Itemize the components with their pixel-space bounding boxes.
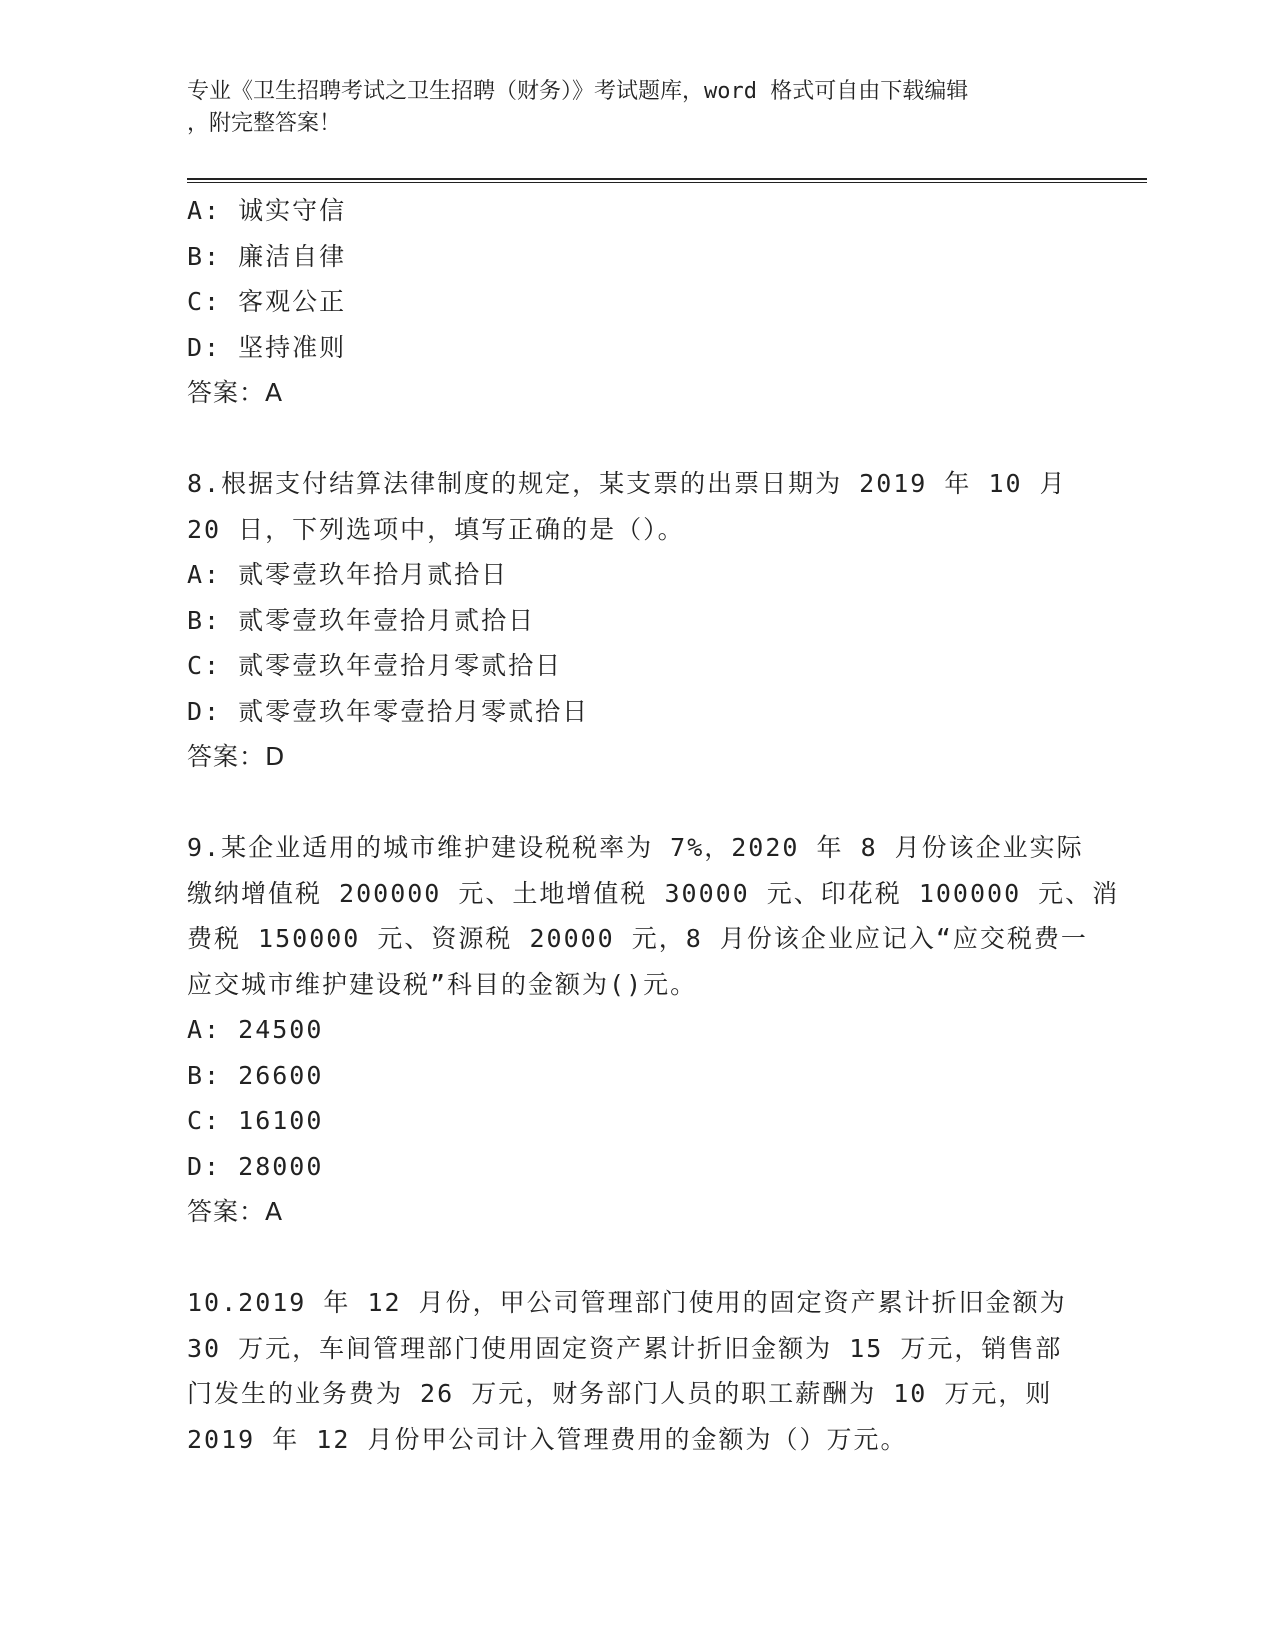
question-stem-line: 缴纳增值税 200000 元、土地增值税 30000 元、印花税 100000 元、消 [187,878,1120,908]
header-line-1: 专业《卫生招聘考试之卫生招聘（财务）》考试题库，word 格式可自由下载编辑 [187,79,969,104]
question-stem-line: 30 万元，车间管理部门使用固定资产累计折旧金额为 15 万元，销售部 [187,1333,1063,1363]
option-c: C: 贰零壹玖年壹拾月零贰拾日 [187,651,563,680]
question-7 [187,188,1087,416]
question-stem-line: 费税 150000 元、资源税 20000 元，8 月份该企业应记入“应交税费一 [187,924,1088,953]
option-a: A: 诚实守信 [187,196,347,225]
question-10 [187,1280,1087,1462]
option-d: D: 坚持准则 [187,332,347,362]
question-stem-line: 门发生的业务费为 26 万元，财务部门人员的职工薪酬为 10 万元，则 [187,1379,1053,1408]
option-c: C: 16100 [187,1106,324,1135]
option-a: A: 24500 [187,1015,324,1044]
spacer [187,416,1087,462]
answer: 答案：A [187,1197,284,1226]
question-stem-line: 10.2019 年 12 月份，甲公司管理部门使用的固定资产累计折旧金额为 [187,1288,1067,1317]
option-b: B: 26600 [187,1060,324,1090]
question-stem-line: 20 日，下列选项中，填写正确的是（）。 [187,514,685,544]
spacer [187,780,1087,826]
question-stem-line: 应交城市维护建设税”科目的金额为()元。 [187,969,698,999]
question-stem-line: 9.某企业适用的城市维护建设税税率为 7%，2020 年 8 月份该企业实际 [187,833,1084,862]
document-header [187,76,1067,140]
option-b: B: 贰零壹玖年壹拾月贰拾日 [187,605,536,635]
header-line-2: ，附完整答案！ [187,111,342,136]
question-stem-line: 8.根据支付结算法律制度的规定，某支票的出票日期为 2019 年 10 月 [187,469,1067,498]
answer: 答案：A [187,378,284,407]
option-b: B: 廉洁自律 [187,241,347,271]
option-c: C: 客观公正 [187,287,347,316]
header-divider [187,178,1147,183]
question-9 [187,825,1120,1235]
option-a: A: 贰零壹玖年拾月贰拾日 [187,560,509,589]
question-list [187,188,1120,1462]
spacer [187,1235,1087,1281]
option-d: D: 贰零壹玖年零壹拾月零贰拾日 [187,696,590,726]
question-8 [187,461,1087,780]
answer: 答案：D [187,742,286,771]
question-stem-line: 2019 年 12 月份甲公司计入管理费用的金额为（）万元。 [187,1424,908,1454]
option-d: D: 28000 [187,1151,324,1181]
